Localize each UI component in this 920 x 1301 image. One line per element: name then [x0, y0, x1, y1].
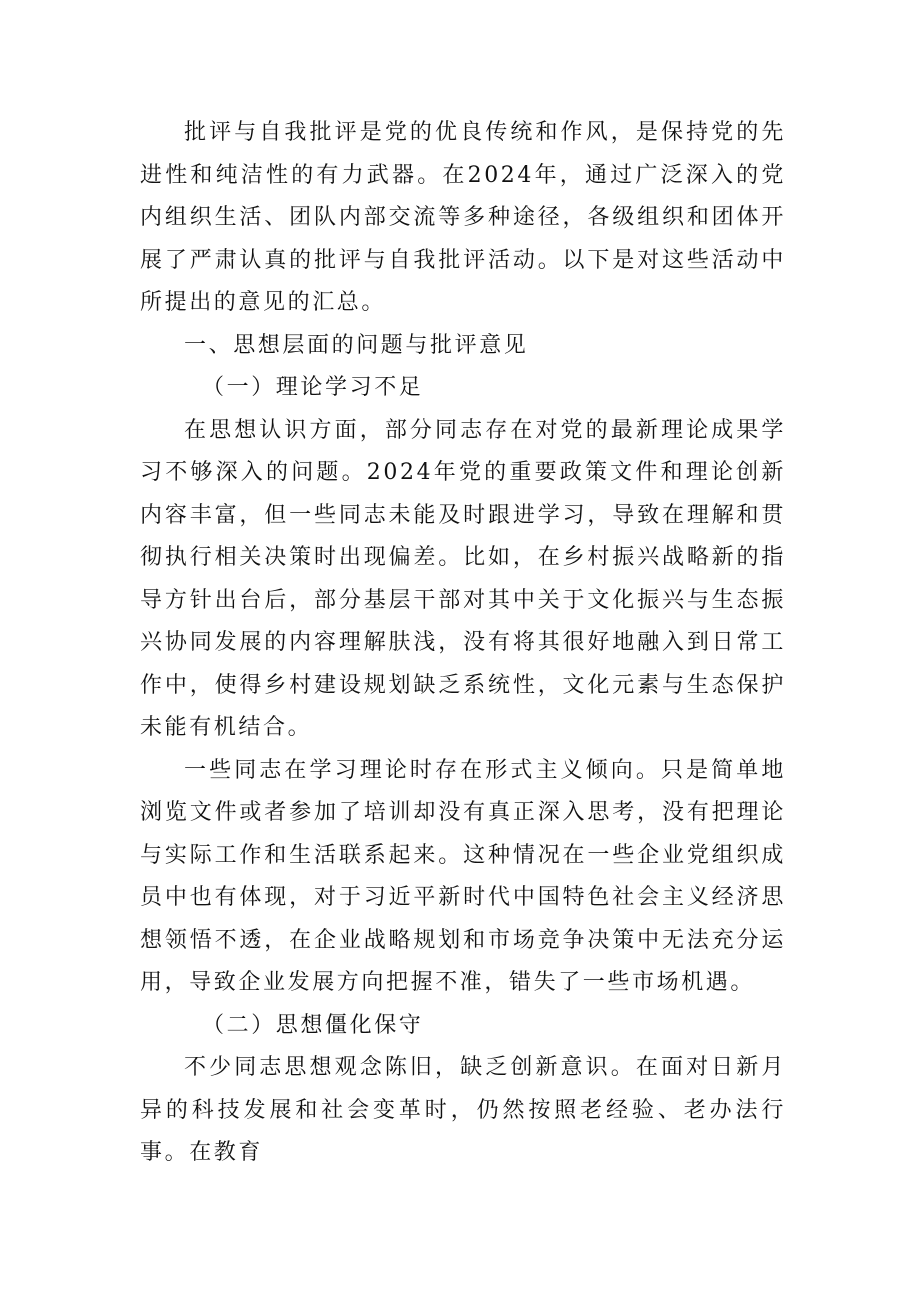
intro-paragraph: 批评与自我批评是党的优良传统和作风，是保持党的先进性和纯洁性的有力武器。在2024年，通过广泛深入的党内组织生活、团队内部交流等多种途径，各级组织和团体开展了严肃认真的批评与自我批评活动。以下是对这些活动中所提出的意见的汇总。 — [140, 120, 786, 315]
body-paragraph: 在思想认识方面，部分同志存在对党的最新理论成果学习不够深入的问题。2024年党的重要政策文件和理论创新内容丰富，但一些同志未能及时跟进学习，导致在理解和贯彻执行相关决策时出现偏差。比如，在乡村振兴战略新的指导方针出台后，部分基层干部对其中关于文化振兴与生态振兴协同发展的内容理解肤浅，没有将其很好地融入到日常工作中，使得乡村建设规划缺乏系统性，文化元素与生态保护未能有机结合。 — [140, 417, 786, 740]
section-heading-thought-issues: 一、思想层面的问题与批评意见 — [184, 332, 529, 358]
body-paragraph: 不少同志思想观念陈旧，缺乏创新意识。在面对日新月异的科技发展和社会变革时，仍然按照老经验、老办法行事。在教育 — [140, 1055, 786, 1165]
document-body — [140, 112, 786, 1175]
subsection-heading-rigid-thinking: （二）思想僵化保守 — [202, 1012, 424, 1038]
body-paragraph: 一些同志在学习理论时存在形式主义倾向。只是简单地浏览文件或者参加了培训却没有真正深入思考，没有把理论与实际工作和生活联系起来。这种情况在一些企业党组织成员中也有体现，对于习近平新时代中国特色社会主义经济思想领悟不透，在企业战略规划和市场竞争决策中无法充分运用，导致企业发展方向把握不准，错失了一些市场机遇。 — [140, 757, 786, 995]
subsection-heading-theory-study: （一）理论学习不足 — [202, 375, 424, 400]
